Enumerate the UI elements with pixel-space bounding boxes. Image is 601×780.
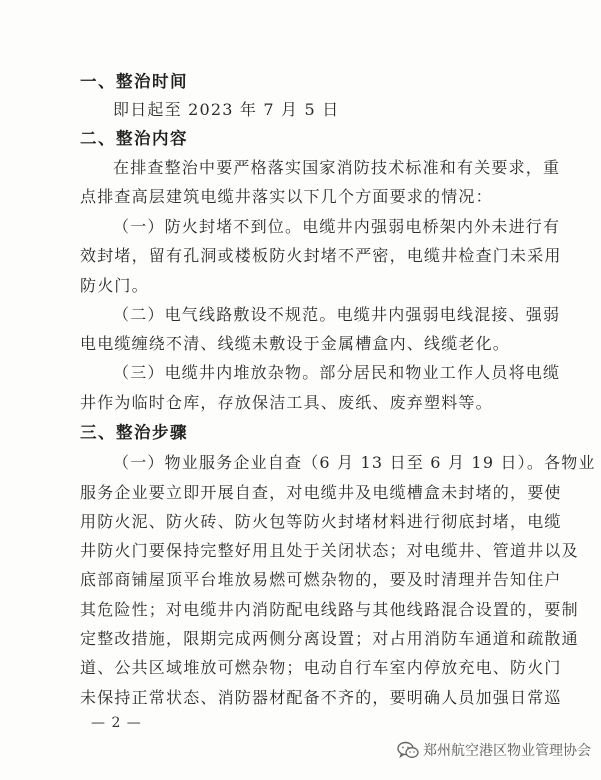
wechat-icon [397,741,419,759]
paragraph-line: 道、公共区域堆放可燃杂物；电动自行车室内停放充电、防火门 [80,658,562,677]
paragraph-line: 未保持正常状态、消防器材配备不齐的，要明确人员加强日常巡 [80,688,562,707]
paragraph-line: （一）防火封堵不到位。电缆井内强弱电桥架内外未进行有 [113,217,561,236]
section-heading-steps: 三、整治步骤 [80,423,188,442]
section-heading-time: 一、整治时间 [80,72,188,91]
paragraph-line: （一）物业服务企业自查（6 月 13 日至 6 月 19 日）。各物业 [113,453,596,472]
paragraph-line: 服务企业要立即开展自查，对电缆井及电缆槽盒未封堵的，要使 [80,483,562,502]
watermark-text: 郑州航空港区物业管理协会 [423,743,591,759]
paragraph-line: （三）电缆井内堆放杂物。部分居民和物业工作人员将电缆 [113,363,561,382]
watermark [397,740,591,760]
paragraph-line: 井防火门要保持完整好用且处于关闭状态；对电缆井、管道井以及 [80,541,579,560]
paragraph-line: 点排查高层建筑电缆井落实以下几个方面要求的情况： [80,187,493,206]
paragraph-line: 效封堵，留有孔洞或楼板防火封堵不严密，电缆井检查门未采用 [80,246,562,265]
paragraph-line: 即日起至 2023 年 7 月 5 日 [113,100,340,119]
page-number: — 2 — [91,715,142,731]
section-heading-content: 二、整治内容 [80,129,188,148]
paragraph-line: 底部商铺屋顶平台堆放易燃可燃杂物的，要及时清理并告知住户 [80,570,562,589]
paragraph-line: 电电缆缠绕不清、线缆未敷设于金属槽盒内、线缆老化。 [80,334,511,353]
paragraph-line: 定整改措施，限期完成两侧分离设置；对占用消防车通道和疏散通 [80,629,579,648]
paragraph-line: 防火门。 [80,276,149,295]
paragraph-line: 在排查整治中要严格落实国家消防技术标准和有关要求，重 [113,158,561,177]
paragraph-line: 其危险性；对电缆井内消防配电线路与其他线路混合设置的，要制 [80,600,579,619]
paragraph-line: 井作为临时仓库，存放保洁工具、废纸、废弃塑料等。 [80,393,493,412]
paragraph-line: （二）电气线路敷设不规范。电缆井内强弱电线混接、强弱 [113,305,561,324]
paragraph-line: 用防火泥、防火砖、防火包等防火封堵材料进行彻底封堵，电缆 [80,512,562,531]
